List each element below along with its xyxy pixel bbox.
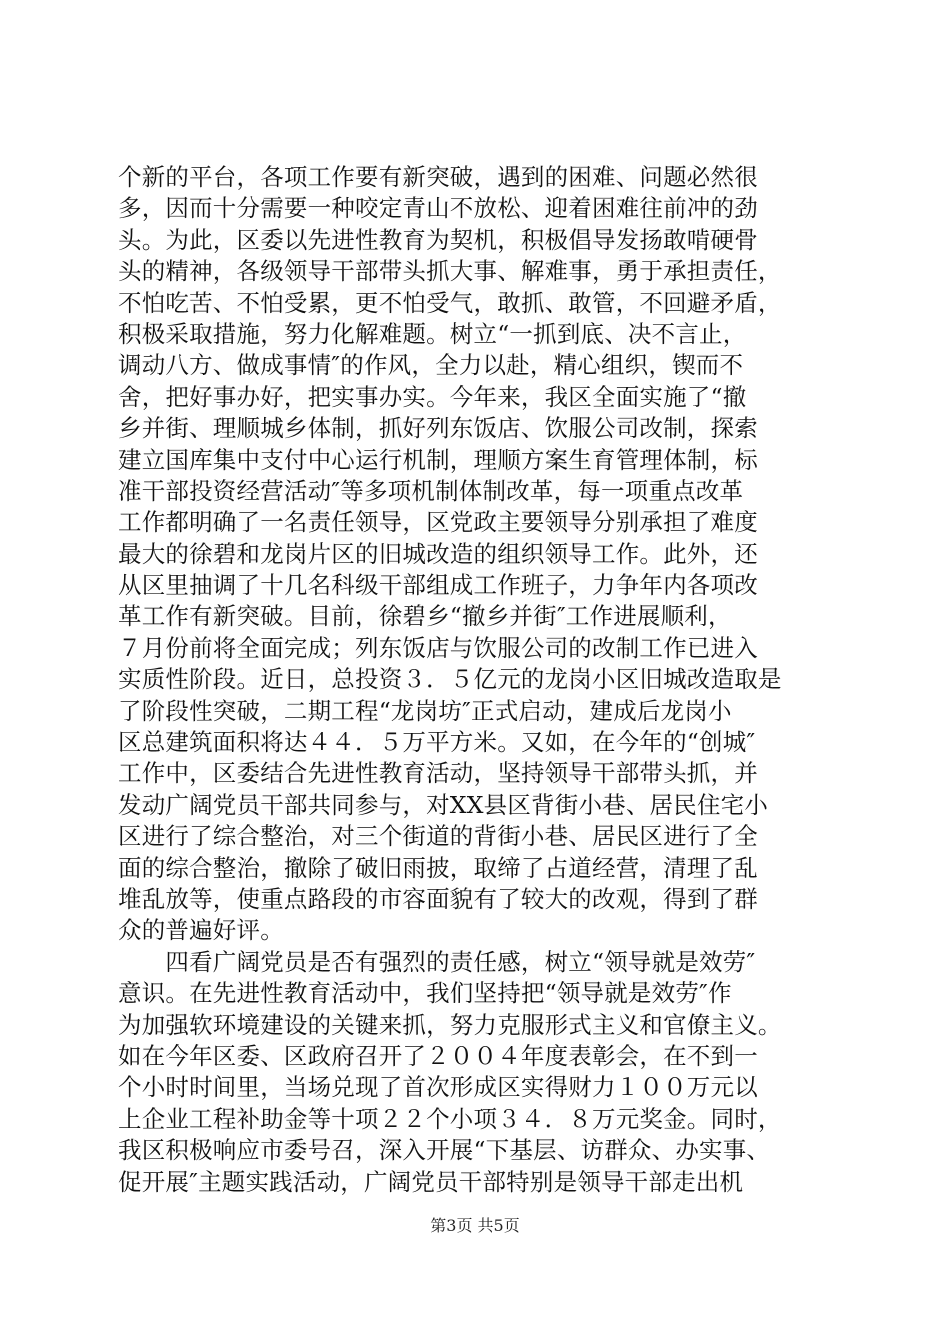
text-line: 工作都明确了一名责任领导，区党政主要领导分别承担了难度	[118, 508, 758, 537]
text-line: 多，因而十分需要一种咬定青山不放松、迎着困难往前冲的劲	[118, 194, 758, 223]
text-line: 积极采取措施，努力化解难题。树立“一抓到底、决不言止，	[118, 319, 747, 348]
text-line: 如在今年区委、区政府召开了２００４年度表彰会，在不到一	[118, 1041, 758, 1070]
text-line: ７月份前将全面完成；列东饭店与饮服公司的改制工作已进入	[118, 633, 758, 662]
text-line: 个小时时间里，当场兑现了首次形成区实得财力１００万元以	[118, 1073, 758, 1102]
text-line: 了阶段性突破，二期工程“龙岗坊″正式启动，建成后龙岗小	[118, 696, 732, 725]
text-line: 面的综合整治，撤除了破旧雨披，取缔了占道经营，清理了乱	[118, 853, 758, 882]
text-line: 众的普遍好评。	[118, 916, 284, 945]
text-line: 发动广阔党员干部共同参与，对XX县区背街小巷、居民住宅小	[118, 790, 769, 819]
text-line: 个新的平台，各项工作要有新突破，遇到的困难、问题必然很	[118, 163, 758, 191]
text-line: 最大的徐碧和龙岗片区的旧城改造的组织领导工作。此外，还	[118, 539, 758, 568]
text-line: 从区里抽调了十几名科级干部组成工作班子，力争年内各项改	[118, 571, 758, 600]
page-footer: 第3页 共5页	[430, 1216, 520, 1235]
text-line: 革工作有新突破。目前，徐碧乡“撤乡并街″工作进展顺利，	[118, 602, 732, 631]
text-line: 工作中，区委结合先进性教育活动，坚持领导干部带头抓，并	[118, 759, 758, 788]
text-line: 我区积极响应市委号召，深入开展“下基层、访群众、办实事、	[118, 1136, 771, 1165]
text-line: 促开展″主题实践活动，广阔党员干部特别是领导干部走出机	[118, 1167, 744, 1196]
text-line: 为加强软环境建设的关键来抓，努力克服形式主义和官僚主义。	[118, 1010, 782, 1039]
text-line: 建立国库集中支付中心运行机制，理顺方案生育管理体制，标	[118, 445, 758, 474]
text-line: 上企业工程补助金等十项２２个小项３４．８万元奖金。同时，	[118, 1104, 782, 1133]
text-line: 调动八方、做成事情″的作风，全力以赴，精心组织，锲而不	[118, 351, 744, 380]
text-line: 堆乱放等，使重点路段的市容面貌有了较大的改观，得到了群	[118, 884, 758, 913]
text-line: 实质性阶段。近日，总投资３．５亿元的龙岗小区旧城改造取是	[118, 665, 782, 694]
text-line: 准干部投资经营活动″等多项机制体制改革，每一项重点改革	[118, 476, 744, 505]
body-text	[118, 162, 838, 1198]
text-line: 区进行了综合整治，对三个街道的背街小巷、居民区进行了全	[118, 822, 758, 851]
text-line: 四看广阔党员是否有强烈的责任感，树立“领导就是效劳″	[118, 947, 756, 976]
text-line: 舍，把好事办好，把实事办实。今年来，我区全面实施了“撤	[118, 382, 747, 411]
text-line: 区总建筑面积将达４４．５万平方米。又如，在今年的“创城″	[118, 728, 756, 757]
text-line: 意识。在先进性教育活动中，我们坚持把“领导就是效劳″作	[118, 979, 732, 1008]
text-line: 头。为此，区委以先进性教育为契机，积极倡导发扬敢啃硬骨	[118, 225, 758, 254]
text-line: 乡并街、理顺城乡体制，抓好列东饭店、饮服公司改制，探索	[118, 414, 758, 443]
text-line: 不怕吃苦、不怕受累，更不怕受气，敢抓、敢管，不回避矛盾，	[118, 288, 782, 317]
text-line: 头的精神，各级领导干部带头抓大事、解难事，勇于承担责任，	[118, 257, 782, 286]
